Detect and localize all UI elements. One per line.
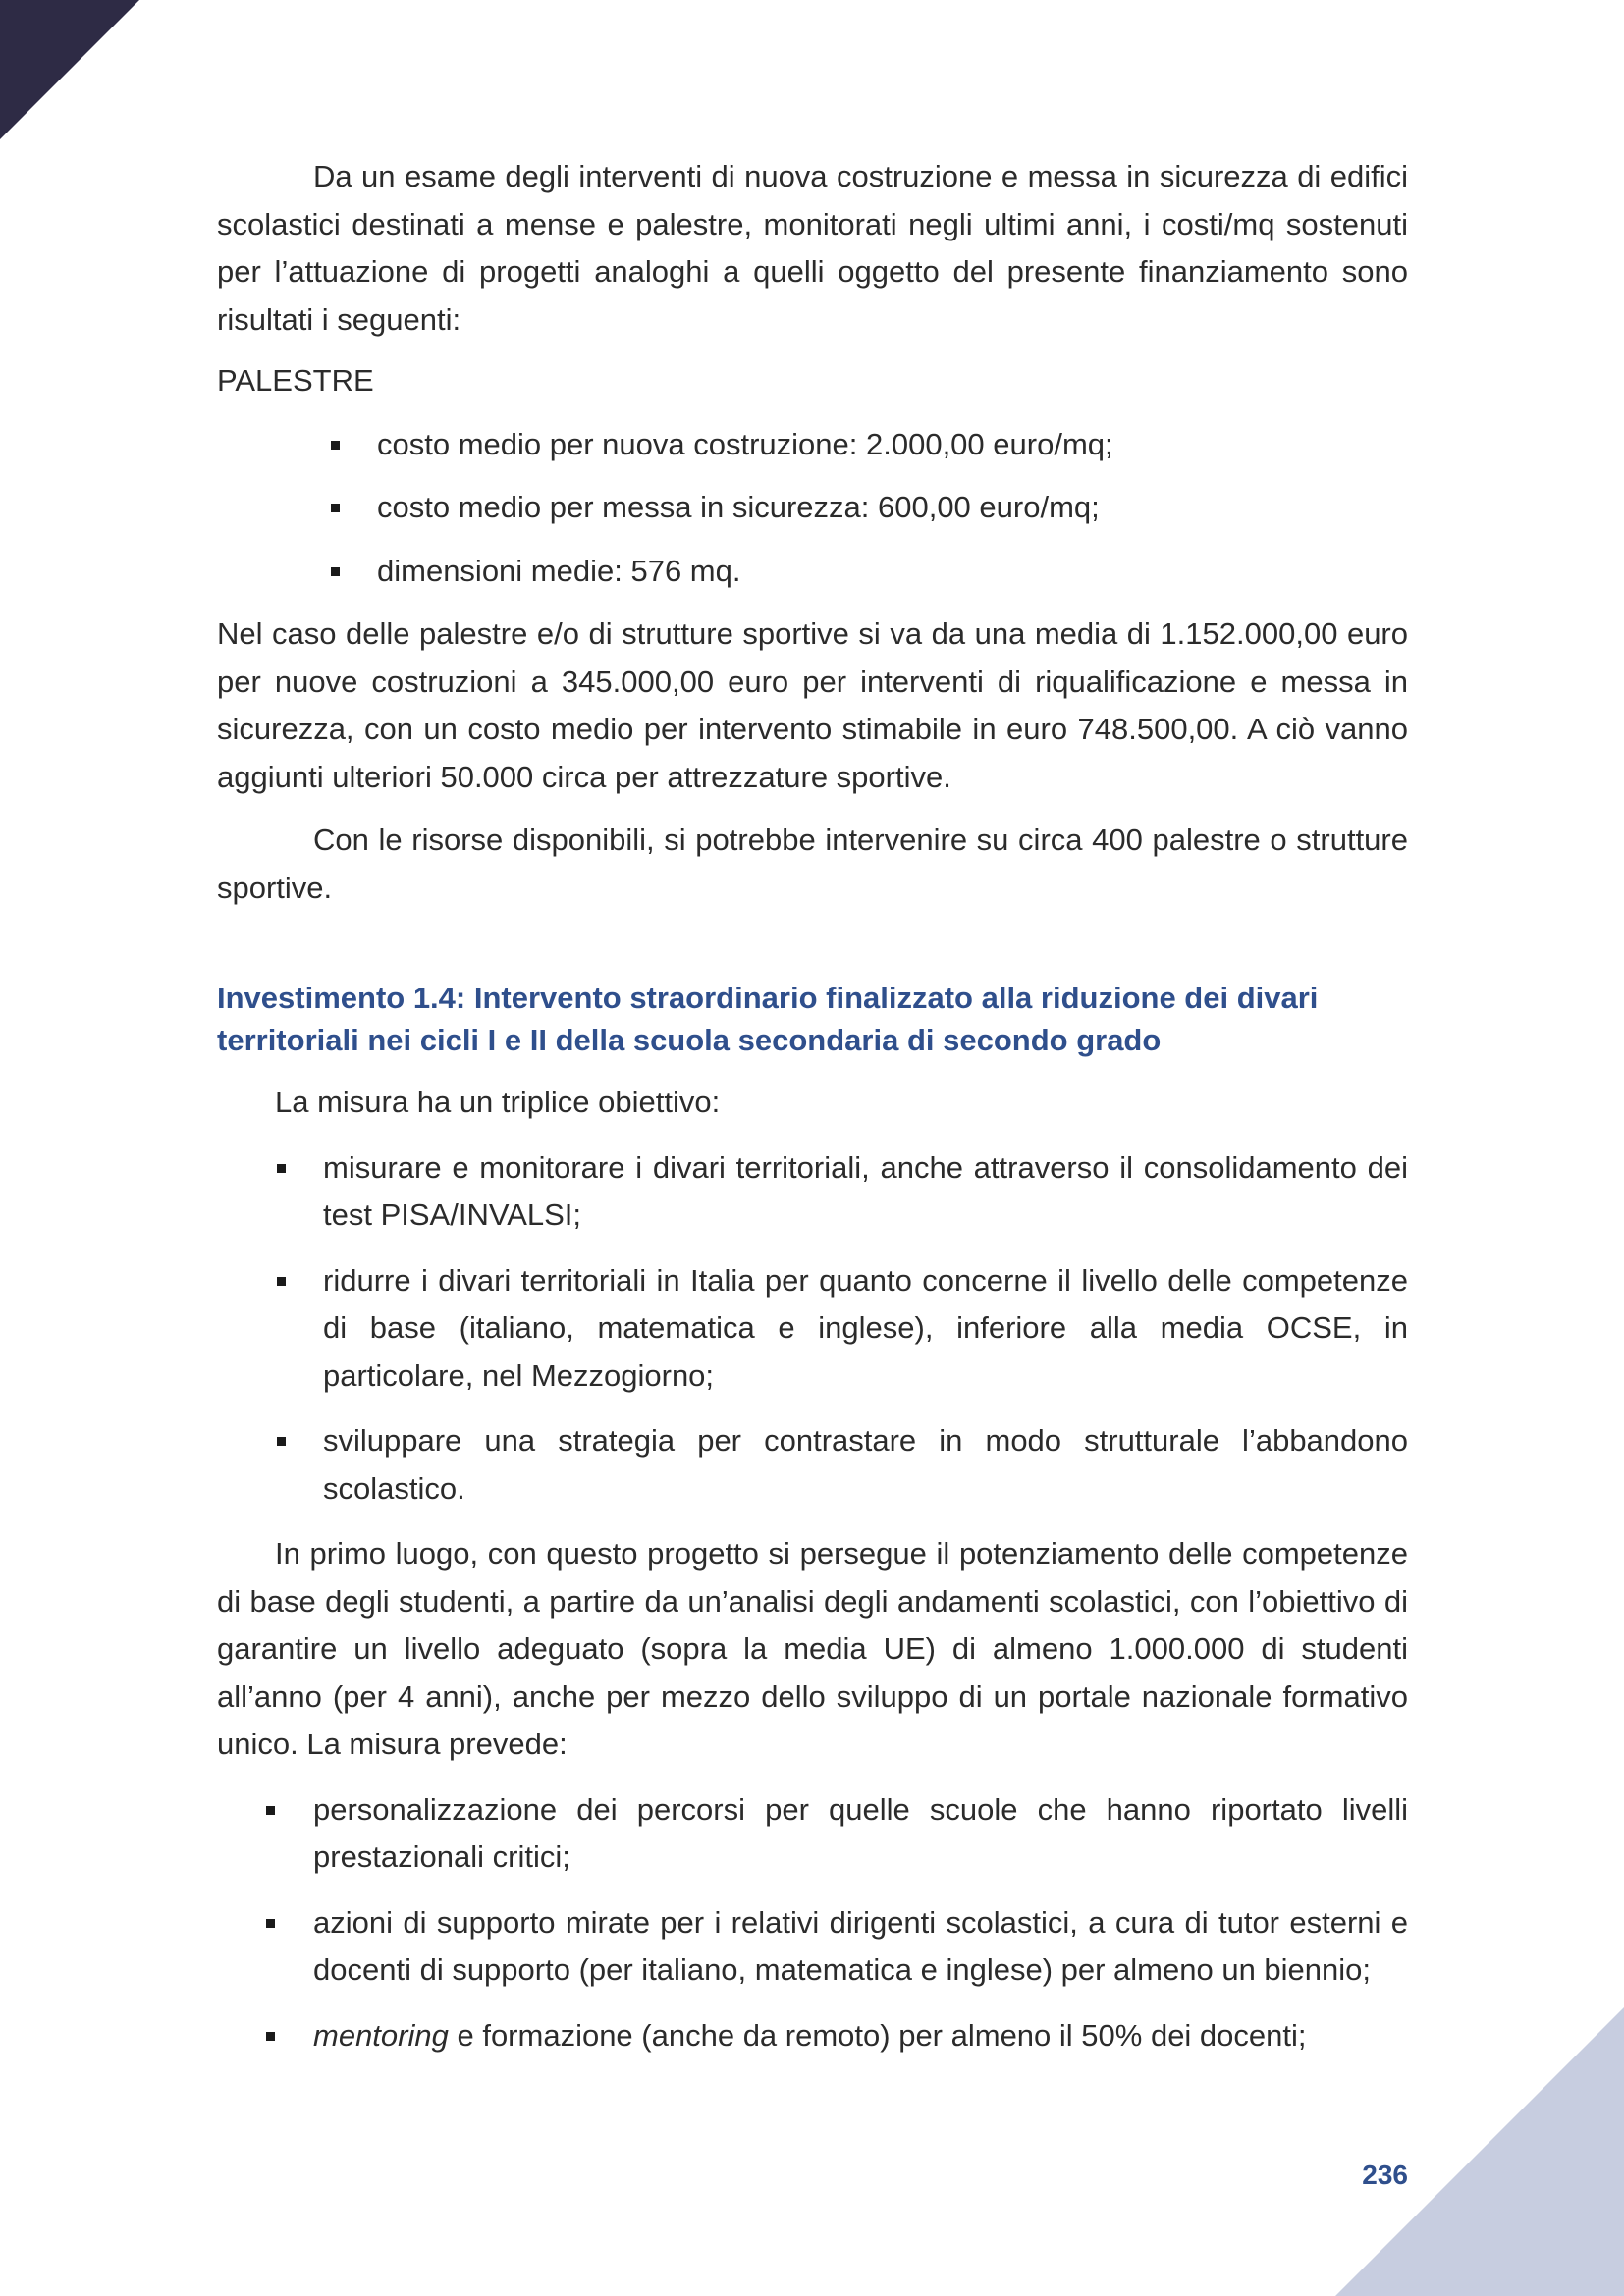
palestre-paragraph: Nel caso delle palestre e/o di strutture sportive si va da una media di 1.152.000,00 euro per nuove costruzioni a 345.000,00 euro per interventi di riqualificazione e messa in sicurezza, con un costo medio per intervento stimabile in euro 748.500,00. A ciò vanno aggiunti ulteriori 50.000 circa per attrezzature sportive. (217, 616, 1408, 794)
section-heading: Investimento 1.4: Intervento straordinario finalizzato alla riduzione dei divari territoriali nei cicli I e II della scuola secondaria di secondo grado (217, 981, 1319, 1057)
palestre-label: PALESTRE (217, 363, 374, 398)
page-number: 236 (1362, 2160, 1408, 2190)
list-item: dimensioni medie: 576 mq. (217, 548, 1408, 596)
list-item: personalizzazione dei percorsi per quelle scuole che hanno riportato livelli prestazionali critici; (217, 1787, 1408, 1882)
list-item (217, 2012, 1408, 2060)
list-item: costo medio per nuova costruzione: 2.000,00 euro/mq; (217, 421, 1408, 469)
mentoring-word: mentoring (313, 2017, 449, 2053)
list-item: misurare e monitorare i divari territoriali, anche attraverso il consolidamento dei test PISA/INVALSI; (217, 1145, 1408, 1240)
palestre-list (217, 421, 1408, 596)
intro-paragraph: Da un esame degli interventi di nuova costruzione e messa in sicurezza di edifici scolastici destinati a mense e palestre, monitorati negli ultimi anni, i costi/mq sostenuti per l’attuazione di progetti analoghi a quelli oggetto del presente finanziamento sono risultati i seguenti: (217, 159, 1408, 337)
list-item: ridurre i divari territoriali in Italia per quanto concerne il livello delle competenze di base (italiano, matematica e inglese), inferiore alla media OCSE, in particolare, nel Mezzogiorno; (217, 1257, 1408, 1401)
list-item: costo medio per messa in sicurezza: 600,00 euro/mq; (217, 484, 1408, 532)
risorse-paragraph: Con le risorse disponibili, si potrebbe intervenire su circa 400 palestre o strutture sportive. (217, 823, 1408, 905)
primo-luogo-paragraph: In primo luogo, con questo progetto si persegue il potenziamento delle competenze di base degli studenti, a partire da un’analisi degli andamenti scolastici, con l’obiettivo di garantire un livello adeguato (sopra la media UE) di almeno 1.000.000 di studenti all’anno (per 4 anni), anche per mezzo dello sviluppo di un portale nazionale formativo unico. La misura prevede: (217, 1536, 1408, 1761)
page-content (217, 153, 1408, 2059)
list-item: sviluppare una strategia per contrastare in modo strutturale l’abbandono scolastico. (217, 1417, 1408, 1513)
mentoring-rest: e formazione (anche da remoto) per almeno il 50% dei docenti; (448, 2017, 1307, 2053)
misura-list (217, 1787, 1408, 2060)
obiettivo-intro: La misura ha un triplice obiettivo: (275, 1085, 721, 1119)
corner-decoration-top-left (0, 0, 139, 139)
obiettivo-list (217, 1145, 1408, 1514)
list-item: azioni di supporto mirate per i relativi dirigenti scolastici, a cura di tutor esterni e docenti di supporto (per italiano, matematica e inglese) per almeno un biennio; (217, 1899, 1408, 1995)
